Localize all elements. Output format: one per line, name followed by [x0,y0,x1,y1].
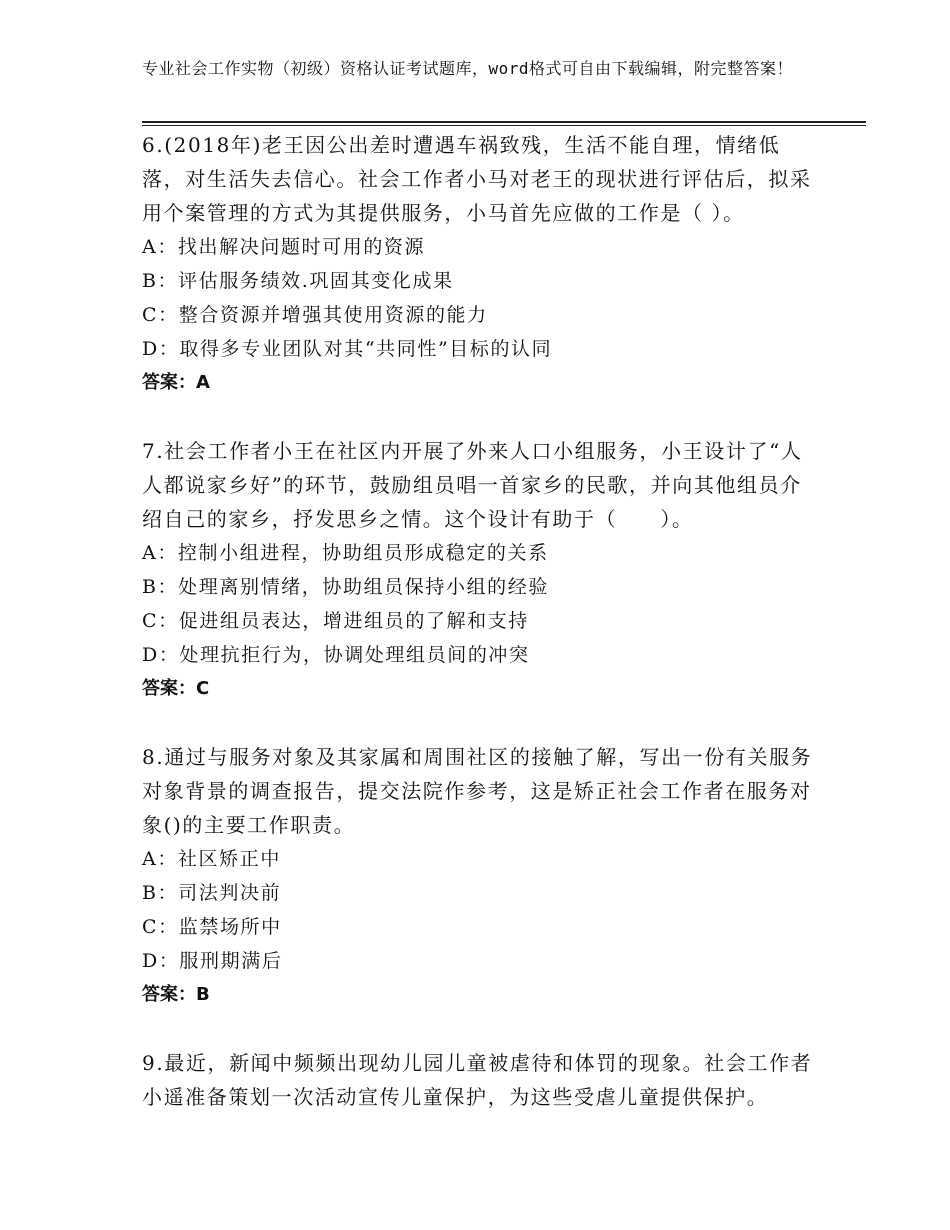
option-d: D：取得多专业团队对其“共同性”目标的认同 [142,338,553,360]
option-a: A：社区矫正中 [142,848,281,870]
header-rule-thin [142,125,866,126]
spacer [142,1012,822,1046]
option-b: B：司法判决前 [142,882,282,904]
question-8 [142,740,822,1012]
question-stem: 7.社会工作者小王在社区内开展了外来人口小组服务，小王设计了“人人都说家乡好”的环节，鼓励组员唱一首家乡的民歌，并向其他组员介绍自己的家乡，抒发思乡之情。这个设计有助于（ ）。 [142,439,803,531]
option-c: C：整合资源并增强其使用资源的能力 [142,304,488,326]
question-stem: 6.(2018年)老王因公出差时遭遇车祸致残，生活不能自理，情绪低落，对生活失去信心。社会工作者小马对老王的现状进行评估后，拟采用个案管理的方式为其提供服务，小马首先应做的工作是（ ）。 [142,133,812,225]
answer: 答案：B [142,984,210,1005]
question-stem: 8.通过与服务对象及其家属和周围社区的接触了解，写出一份有关服务对象背景的调查报告，提交法院作参考，这是矫正社会工作者在服务对象()的主要工作职责。 [142,745,813,837]
question-7 [142,434,822,706]
question-stem: 9.最近，新闻中频频出现幼儿园儿童被虐待和体罚的现象。社会工作者小遥准备策划一次活动宣传儿童保护，为这些受虐儿童提供保护。 [142,1051,813,1109]
question-list [142,128,822,1114]
header-rule [142,121,866,123]
option-a: A：控制小组进程，协助组员形成稳定的关系 [142,542,549,564]
option-c: C：监禁场所中 [142,916,282,938]
option-b: B：评估服务绩效.巩固其变化成果 [142,270,454,292]
document-header: 专业社会工作实物（初级）资格认证考试题库，word格式可自由下载编辑，附完整答案！ [142,59,794,78]
question-6 [142,128,822,400]
option-d: D：服刑期满后 [142,950,283,972]
answer: 答案：C [142,678,210,699]
option-b: B：处理离别情绪，协助组员保持小组的经验 [142,576,549,598]
option-c: C：促进组员表达，增进组员的了解和支持 [142,610,529,632]
spacer [142,400,822,434]
answer: 答案：A [142,372,210,393]
option-d: D：处理抗拒行为，协调处理组员间的冲突 [142,644,530,666]
question-9 [142,1046,822,1114]
option-a: A：找出解决问题时可用的资源 [142,236,426,258]
spacer [142,706,822,740]
